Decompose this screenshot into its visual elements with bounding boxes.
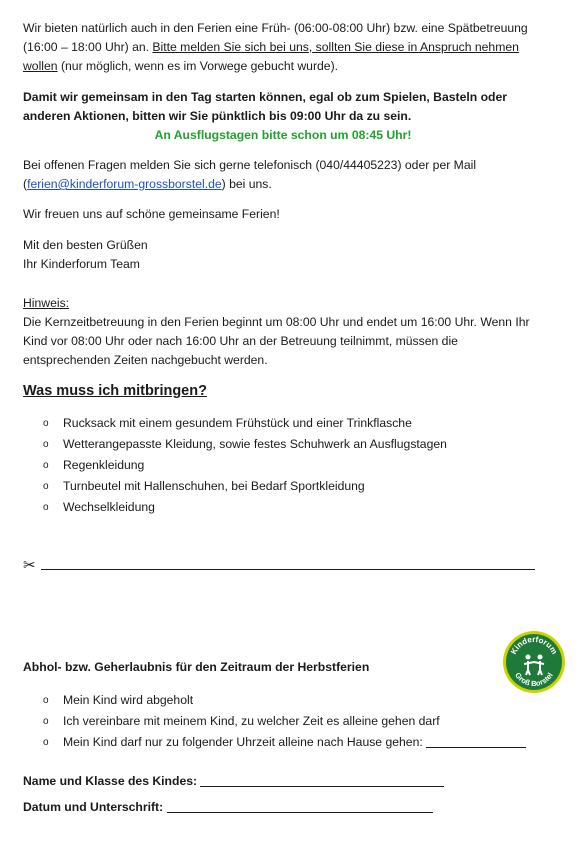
hint-text: Die Kernzeitbetreuung in den Ferien beginnt um 08:00 Uhr und endet um 16:00 Uhr. Wenn Ihr Kind vor 08:00 Uhr oder nach 16:00 Uhr an der Betreuung teilnimmt, müssen die entsprechenden Zeiten nachgebucht werden. bbox=[23, 315, 530, 367]
date-signature-label: Datum und Unterschrift: bbox=[23, 800, 164, 814]
scissors-icon: ✂ bbox=[23, 557, 36, 574]
bullet-icon: o bbox=[43, 737, 49, 748]
list-item: o Wetterangepasste Kleidung, sowie festes Schuhwerk an Ausflugstagen bbox=[23, 434, 543, 455]
bullet-icon: o bbox=[43, 695, 49, 706]
bullet-icon: o bbox=[43, 502, 49, 513]
contact-text-end: ) bei uns. bbox=[221, 177, 272, 191]
name-class-field bbox=[23, 772, 444, 791]
bring-list bbox=[23, 413, 543, 518]
form-option[interactable]: o Mein Kind wird abgeholt bbox=[23, 690, 553, 711]
excursion-notice: An Ausflugstagen bitte schon um 08:45 Uhr! bbox=[154, 128, 412, 142]
intro-paragraph bbox=[23, 19, 553, 76]
punctuality-notice: Damit wir gemeinsam in den Tag starten können, egal ob zum Spielen, Basteln oder anderen Aktionen, bitten wir Sie pünktlich bis 09:00 Uhr da zu sein. bbox=[23, 90, 507, 123]
contact-paragraph bbox=[23, 156, 523, 194]
kinderforum-logo bbox=[502, 630, 566, 694]
hint-label: Hinweis: bbox=[23, 296, 70, 310]
intro-underlined-text: Bitte melden Sie sich bei uns, sollten Sie diese in Anspruch nehmen wollen bbox=[23, 40, 519, 73]
form-options bbox=[23, 690, 553, 753]
list-item: o Turnbeutel mit Hallenschuhen, bei Bedarf Sportkleidung bbox=[23, 476, 543, 497]
list-item: o Wechselkleidung bbox=[23, 497, 543, 518]
looking-forward-text: Wir freuen uns auf schöne gemeinsame Ferien! bbox=[23, 207, 280, 221]
bullet-icon: o bbox=[43, 460, 49, 471]
bullet-icon: o bbox=[43, 481, 49, 492]
intro-text-end: (nur möglich, wenn es im Vorwege gebucht wurde). bbox=[57, 59, 339, 73]
greeting-line-2: Ihr Kinderforum Team bbox=[23, 257, 140, 271]
cut-dashed-line bbox=[41, 569, 535, 570]
bullet-icon: o bbox=[43, 716, 49, 727]
form-title: Abhol- bzw. Geherlaubnis für den Zeitraum der Herbstferien bbox=[23, 660, 370, 674]
date-signature-fill-line[interactable] bbox=[167, 800, 433, 813]
greeting-line-1: Mit den besten Grüßen bbox=[23, 238, 148, 252]
date-signature-field bbox=[23, 798, 433, 817]
bullet-icon: o bbox=[43, 418, 49, 429]
cut-line bbox=[23, 557, 535, 573]
bring-heading: Was muss ich mitbringen? bbox=[23, 383, 207, 399]
list-item: o Rucksack mit einem gesundem Frühstück und einer Trinkflasche bbox=[23, 413, 543, 434]
name-class-fill-line[interactable] bbox=[200, 774, 444, 787]
email-link[interactable]: ferien@kinderforum-grossborstel.de bbox=[27, 177, 222, 191]
contact-text: Bei offenen Fragen melden Sie sich gerne telefonisch (040/44405223) oder per Mail ( bbox=[23, 158, 477, 191]
form-option[interactable]: o Ich vereinbare mit meinem Kind, zu welcher Zeit es alleine gehen darf bbox=[23, 711, 553, 732]
logo-text-top: Kinderforum bbox=[508, 634, 560, 656]
bullet-icon: o bbox=[43, 439, 49, 450]
time-fill-line[interactable] bbox=[426, 735, 526, 748]
list-item: o Regenkleidung bbox=[23, 455, 543, 476]
form-option[interactable]: o Mein Kind darf nur zu folgender Uhrzeit alleine nach Hause gehen: bbox=[23, 732, 553, 753]
name-class-label: Name und Klasse des Kindes: bbox=[23, 774, 198, 788]
intro-text: Wir bieten natürlich auch in den Ferien eine Früh- (06:00-08:00 Uhr) bzw. eine Spätbetreuung (16:00 – 18:00 Uhr) an. bbox=[23, 21, 528, 54]
logo-text-bottom: Groß Borstel bbox=[513, 670, 555, 689]
